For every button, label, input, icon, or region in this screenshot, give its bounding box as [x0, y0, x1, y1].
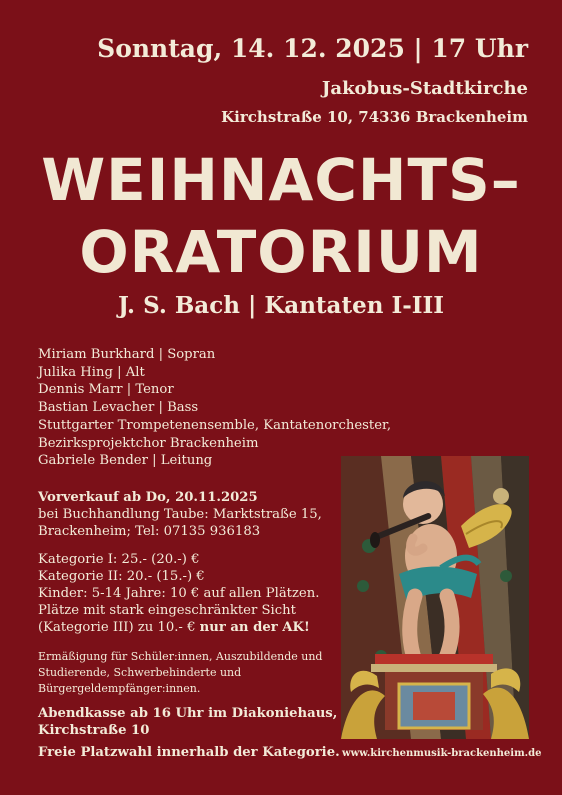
discount-line: Studierende, Schwerbehinderte und [38, 666, 242, 679]
price-line: Kategorie II: 20.- (15.-) € [38, 569, 205, 584]
box-office-line: Kirchstraße 10 [38, 723, 150, 738]
price-line: Plätze mit stark eingeschränkter Sicht [38, 603, 296, 618]
title-line-2: ORATORIUM [79, 218, 483, 286]
free-seating-note: Freie Platzwahl innerhalb der Kategorie. [38, 745, 340, 760]
event-address: Kirchstraße 10, 74336 Brackenheim [221, 108, 528, 126]
title-line-1: WEIHNACHTS– [41, 146, 521, 214]
price-category-3: (Kategorie III) zu 10.- € [38, 620, 200, 635]
performer-item: Gabriele Bender | Leitung [38, 453, 213, 469]
discount-line: Bürgergeldempfänger:innen. [38, 682, 201, 695]
box-office-info [38, 705, 348, 739]
event-venue: Jakobus-Stadtkirche [321, 78, 528, 99]
presale-line: Brackenheim; Tel: 07135 936183 [38, 524, 261, 539]
box-office-line: Abendkasse ab 16 Uhr im Diakoniehaus, [38, 706, 338, 721]
performer-item: Miriam Burkhard | Sopran [38, 347, 216, 362]
price-line: Kinder: 5-14 Jahre: 10 € auf allen Plätzen. [38, 586, 320, 601]
price-line-last [38, 619, 338, 636]
discount-line: Ermäßigung für Schüler:innen, Auszubildende und [38, 650, 323, 663]
performer-item: Stuttgarter Trompetenensemble, Kantatenorchester, [38, 417, 392, 433]
price-line: Kategorie I: 25.- (20.-) € [38, 552, 200, 567]
website-url: www.kirchenmusik-brackenheim.de [342, 748, 542, 759]
performer-item: Julika Hing | Alt [38, 364, 145, 380]
angel-sculpture-photo [341, 456, 529, 739]
event-date: Sonntag, 14. 12. 2025 | 17 Uhr [97, 34, 528, 63]
discount-info [38, 649, 338, 697]
performer-item: Dennis Marr | Tenor [38, 382, 174, 398]
performer-item: Bezirksprojektchor Brackenheim [38, 435, 259, 451]
presale-info [38, 489, 338, 540]
performer-list [38, 346, 391, 470]
performer-item: Bastian Levacher | Bass [38, 400, 199, 416]
subtitle: J. S. Bach | Kantaten I-III [117, 292, 445, 319]
presale-heading: Vorverkauf ab Do, 20.11.2025 [38, 490, 258, 505]
price-list [38, 551, 338, 636]
presale-line: bei Buchhandlung Taube: Marktstraße 15, [38, 507, 322, 522]
box-office-only-note: nur an der AK! [199, 620, 310, 635]
